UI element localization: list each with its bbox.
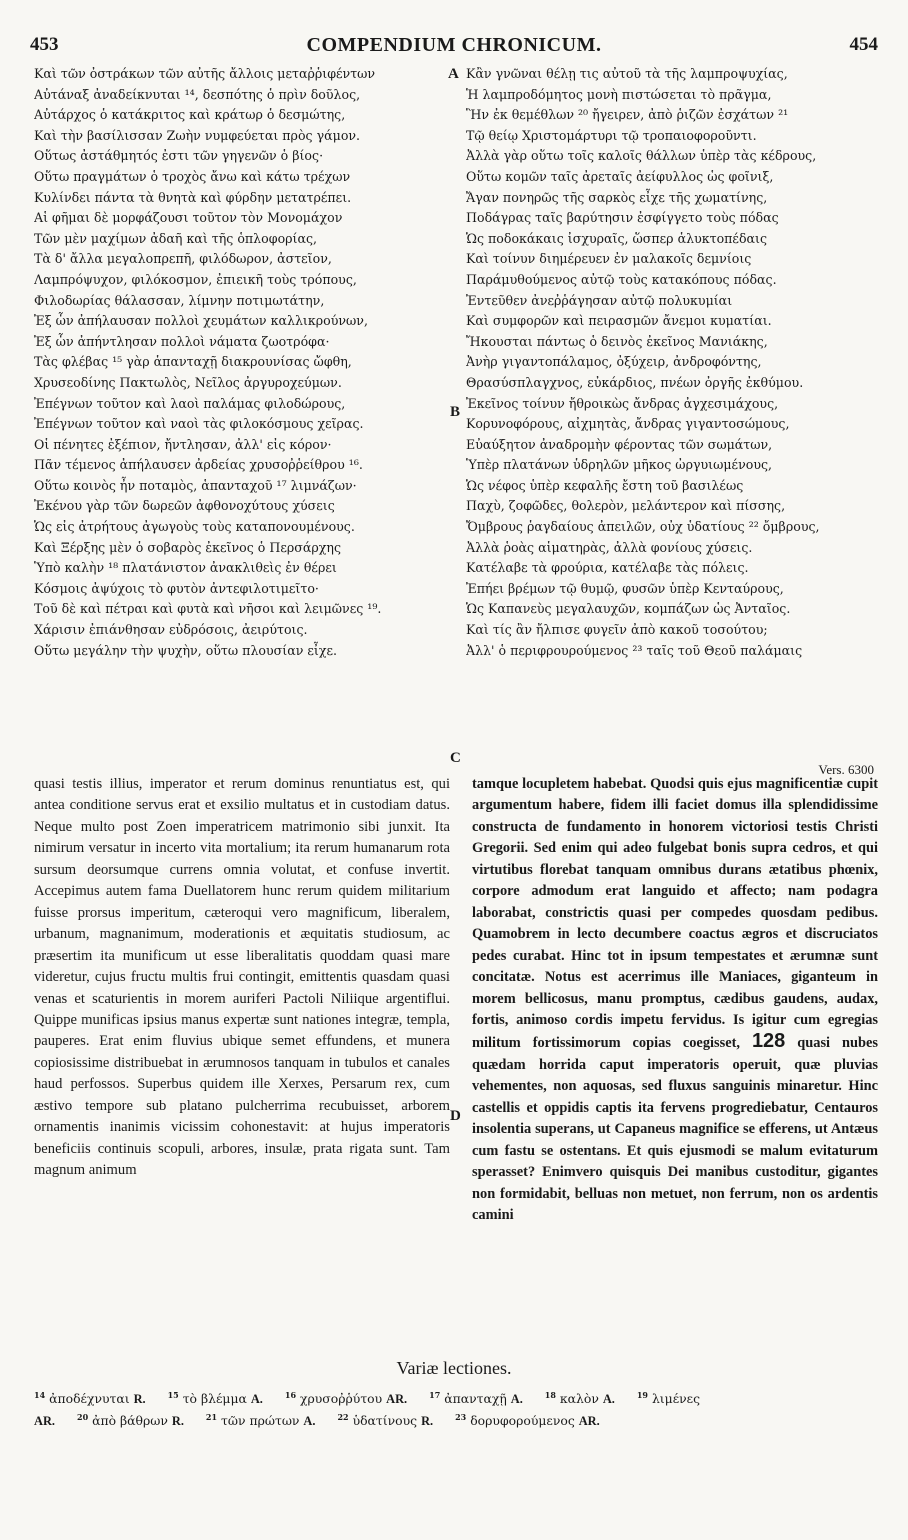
verse-line: Κυλίνδει πάντα τὰ θνητὰ καὶ φύρδην μετατρέπει. bbox=[34, 189, 352, 205]
verse-line: Ποδάγρας ταῖς βαρύτησιν ἐσφίγγετο τοὺς πόδας bbox=[466, 210, 779, 226]
verse-line: Ὑπὲρ πλατάνων ὑδρηλῶν μῆκος ὠργυιωμένους, bbox=[466, 457, 773, 473]
verse-line: Παχὺ, ζοφῶδες, θολερὸν, μελάντερον καὶ πίσσης, bbox=[466, 498, 786, 514]
note-number: 20 bbox=[77, 1412, 89, 1423]
verse-line: Τοῦ δὲ καὶ πέτραι καὶ φυτὰ καὶ νῆσοι καὶ λειμῶνες ¹⁹. bbox=[34, 601, 382, 617]
note-reading: λιμένες bbox=[651, 1391, 701, 1407]
note-reading: ὑδατίνους bbox=[352, 1413, 418, 1429]
verse-line: Ἀλλὰ γὰρ οὕτω τοῖς καλοῖς θάλλων ὑπὲρ τὰς κέδρους, bbox=[466, 148, 817, 164]
notes-row bbox=[34, 1408, 878, 1430]
note-reading: ἀπανταχῇ bbox=[444, 1391, 507, 1407]
verse-line: Ὡς νέφος ὑπὲρ κεφαλῆς ἔστη τοῦ βασιλέως bbox=[466, 477, 744, 493]
verse-line: Ἡ λαμπροδόμητος μονὴ πιστώσεται τὸ πρᾶγμα, bbox=[466, 86, 772, 102]
verse-line: Τῶν μὲν μαχίμων ἀδαῆ καὶ τῆς ὁπλοφορίας, bbox=[34, 230, 318, 246]
verse-line: Οὕτω κοινὸς ἦν ποταμὸς, ἁπανταχοῦ ¹⁷ λιμνάζων· bbox=[34, 477, 357, 493]
verse-line: Ἐντεῦθεν ἀνεῤῥάγησαν αὐτῷ πολυκυμίαι bbox=[466, 292, 733, 308]
variant-note bbox=[455, 1413, 600, 1428]
verse-line: Ἐπέγνων τοῦτον καὶ ναοὶ τὰς φιλοκόσμους χεῖρας. bbox=[34, 416, 364, 432]
verse-line: Εὐαύξητον ἀναδρομὴν φέροντας τῶν σωμάτων, bbox=[466, 436, 773, 452]
verse-line: Καὶ τὴν βασίλισσαν Ζωὴν νυμφεύεται πρὸς γάμον. bbox=[34, 127, 361, 143]
verse-line: Οὕτω μεγάλην τὴν ψυχὴν, οὕτω πλουσίαν εἶχε. bbox=[34, 642, 337, 658]
verse-line: Κἂν γνῶναι θέλῃ τις αὐτοῦ τὰ τῆς λαμπροψυχίας, bbox=[466, 66, 788, 81]
latin-translation-right bbox=[472, 774, 878, 1227]
note-manuscript: A. bbox=[303, 1414, 316, 1429]
note-manuscript: AR. bbox=[578, 1414, 600, 1429]
page-number-right: 454 bbox=[849, 34, 878, 55]
verse-line: Θρασύσπλαγχνος, εὐκάρδιος, πνέων ὀργῆς ἐκθύμου. bbox=[466, 374, 804, 390]
note-manuscript: R. bbox=[171, 1414, 184, 1429]
variant-note bbox=[337, 1413, 433, 1428]
greek-verse-column-right bbox=[466, 64, 876, 661]
note-number: 19 bbox=[636, 1390, 648, 1400]
note-number: 22 bbox=[337, 1412, 349, 1423]
variant-note bbox=[285, 1391, 407, 1406]
latin-translation-left bbox=[34, 774, 450, 1182]
verse-line: Καὶ Ξέρξης μὲν ὁ σοβαρὸς ἐκεῖνος ὁ Περσάρχης bbox=[34, 539, 341, 555]
running-header bbox=[30, 34, 878, 60]
note-manuscript: A. bbox=[250, 1392, 263, 1407]
variant-note bbox=[637, 1391, 700, 1406]
verse-line: Αἱ φῆμαι δὲ μορφάζουσι τοῦτον τὸν Μονομάχον bbox=[34, 210, 343, 226]
note-manuscript: AR. bbox=[386, 1392, 408, 1407]
verse-line: Ὄμβρους ῥαγδαίους ἀπειλῶν, οὐχ ὑδατίους ²² ὄμβρους, bbox=[466, 519, 820, 535]
note-number: 16 bbox=[284, 1390, 297, 1400]
verse-line: Οἱ πένητες ἐξέπιον, ἤντλησαν, ἀλλ' εἰς κόρον· bbox=[34, 436, 332, 452]
variant-note bbox=[545, 1391, 615, 1406]
verse-line: Ὡς Καπανεὺς μεγαλαυχῶν, κομπάζων ὡς Ἀνταῖος. bbox=[466, 601, 791, 617]
verse-line: Ὑπὸ καλὴν ¹⁸ πλατάνιστον ἀνακλιθεὶς ἐν θέρει bbox=[34, 560, 337, 576]
verse-line: Ἀλλὰ ῥοὰς αἱματηρὰς, ἀλλὰ φονίους χύσεις. bbox=[466, 539, 753, 555]
verse-line: Ἤκουσται πάντως ὁ δεινὸς ἐκεῖνος Μανιάκης, bbox=[466, 333, 768, 349]
note-reading: ἀποδέχνυται bbox=[49, 1391, 130, 1407]
verse-line: Οὕτω κομῶν ταῖς ἀρεταῖς ἀείφυλλος ὡς φοῖνιξ, bbox=[466, 168, 774, 184]
latin-text-right-part1: tamque locupletem habebat. Quodsi quis ejus magnificentiæ cupit argumentum habere, fidem illi faciet domus illa splendidissime constructa de fundamento in honorem victoriosi testis Christi Gregorii. Sed enim qui adeo fulgebat bonis supra cedros, et qui virtutibus florebat tanquam omnibus durans ætatibus phœnix, corpore admodum erat languido et affecto; nam podagra laborabat, constrictis quasi per compedes quosdam pedibus. Quamobrem in lecto decumbere coactus ægros et discruciatos pedes curabat. Hinc tot in ipsum tempestates et ærumnæ sunt concitatæ. Notus est acerrimus ille Maniaces, giganteum in morem bellicosus, manu promptus, cædibus gaudens, audax, fortis, animoso cordis impetu fervidus. Is igitur cum egregias militum fortissimorum copias coegisset, bbox=[472, 776, 878, 1052]
note-reading: χρυσοῤῥύτου bbox=[299, 1391, 383, 1407]
note-manuscript: R. bbox=[421, 1414, 434, 1429]
verse-line: Φιλοδωρίας θάλασσαν, λίμνην ποτιμωτάτην, bbox=[34, 292, 325, 308]
verse-line: Κόσμοις ἀψύχοις τὸ φυτὸν ἀντεφιλοτιμεῖτο· bbox=[34, 580, 319, 596]
verse-line: Ἣν ἐκ θεμέθλων ²⁰ ἤγειρεν, ἀπὸ ῥιζῶν ἐσχάτων ²¹ bbox=[466, 107, 789, 123]
note-reading: τῶν πρώτων bbox=[221, 1413, 300, 1429]
verse-line: Ἀλλ' ὁ περιφρουρούμενος ²³ ταῖς τοῦ Θεοῦ παλάμαις bbox=[466, 642, 803, 658]
verse-line: Κατέλαβε τὰ φρούρια, κατέλαβε τὰς πόλεις. bbox=[466, 560, 749, 576]
verse-line: Οὕτως ἀστάθμητός ἐστι τῶν γηγενῶν ὁ βίος· bbox=[34, 148, 324, 164]
latin-text-left: quasi testis illius, imperator et rerum dominus renuntiatus est, qui antea conditione servus erat et exsilio multatus et in custodiam datus. Neque multo post Zoen imperatricem matrimonio sibi junxit. Ita nimirum versatur in incerto vita mortalium; ita rerum humanarum rota sursum deorsumque currens omnia volutat, et confuse invertit. Accepimus autem fama Duellatorem hunc rerum quidem militarium fuisse prorsus imperitum, cæteroqui vero magnificum, liberalem, urbanum, magnanimum, moderationis et æquitatis studiosum, ac præsertim ita munificum ut esse liberalitatis quoddam quasi mare videretur, cujus fructu multis frui contingit, emittentis quasdam quasi venas et scaturientis in morem auriferi Pactoli Niliique argentiflui. Quippe munificas ipsius manus expertæ sunt nationes integræ, templa, pauperes. Erat enim fluvius ubique semet effundens, et munera copiosissime distribuebat in ærumnosos tanquam in tubulos et canales haud perfossos. Superbus quidem ille Xerxes, Persarum rex, cum æstivo tempore sub platano pulcherrima recubuisset, arborem ornamentis inanimis vicissim cohonestavit: at hujus imperatoris beneficiis continuis scopuli, arbores, insulæ, prata rigata sunt. Tam magnum animum bbox=[34, 776, 450, 1179]
note-number: 18 bbox=[544, 1390, 556, 1400]
note-number: 14 bbox=[34, 1390, 46, 1400]
verse-line: Τὰ δ' ἄλλα μεγαλοπρεπῆ, φιλόδωρον, ἀστεῖον, bbox=[34, 251, 332, 267]
section-marker-b: B bbox=[450, 404, 461, 420]
section-marker-c: C bbox=[450, 750, 461, 766]
latin-text-right-part2: quasi nubes quædam horrida caput imperatoris operuit, quæ pluvias vehementes, non aquosas, sed fluxus sanguinis minaretur. Hinc castellis et oppidis captis ita fervens progrediebatur, Centauros insolentia superans, ut Capaneus magnifice se efferens, ut Antæus cum fastu se ostentans. Et quis ejusmodi se malum evitaturum sperasset? Enimvero quisquis Dei manibus custoditur, gigantes non formidabit, belluas non metuet, non ferrum, non os ardentis camini bbox=[472, 1035, 878, 1224]
verse-line: Χρυσεοδίνης Πακτωλὸς, Νεῖλος ἀργυροχεύμων. bbox=[34, 374, 342, 390]
page-number-left: 453 bbox=[30, 34, 59, 55]
greek-verse-column-left bbox=[34, 64, 444, 661]
variae-lectiones-heading: Variæ lectiones. bbox=[396, 1358, 512, 1378]
verse-line: Ἐκένου γὰρ τῶν δωρεῶν ἀφθονοχύτους χύσεις bbox=[34, 498, 335, 514]
verse-line: Αὐτάρχος ὁ κατάκριτος καὶ κράτωρ ὁ δεσμώτης, bbox=[34, 107, 346, 123]
note-reading: τὸ βλέμμα bbox=[182, 1391, 247, 1407]
verse-line: Τὰς φλέβας ¹⁵ γὰρ ἁπανταχῇ διακρουνίσας ὤφθη, bbox=[34, 354, 352, 370]
note-number: 23 bbox=[455, 1412, 467, 1423]
page-title: COMPENDIUM CHRONICUM. bbox=[306, 34, 602, 56]
verse-line: Κορυνοφόρους, αἰχμητὰς, ἄνδρας γιγαντοσώμους, bbox=[466, 416, 790, 432]
verse-line: Καὶ τίς ἂν ἤλπισε φυγεῖν ἀπὸ κακοῦ τοσούτου; bbox=[466, 622, 768, 638]
verse-line: Ὡς εἰς ἀτρήτους ἀγωγοὺς τοὺς καταπονουμένους. bbox=[34, 519, 355, 535]
verse-line: Καὶ συμφορῶν καὶ πειρασμῶν ἄνεμοι κυματίαι. bbox=[466, 313, 772, 329]
verse-line: Καὶ τοίνυν διημέρευεν ἐν μαλακοῖς δεμνίοις bbox=[466, 251, 752, 267]
variant-readings bbox=[34, 1386, 878, 1430]
verse-line: Καὶ τῶν ὀστράκων τῶν αὐτῆς ἄλλοις μεταῤῥιφέντων bbox=[34, 66, 376, 81]
section-marker-d: D bbox=[450, 1108, 461, 1124]
verse-line: Ὡς ποδοκάκαις ἰσχυραῖς, ὥσπερ ἁλυκτοπέδαις bbox=[466, 230, 768, 246]
section-marker-a: A bbox=[448, 66, 459, 82]
note-reading: δορυφορούμενος bbox=[470, 1413, 575, 1429]
variant-note bbox=[206, 1413, 316, 1428]
note-manuscript: AR. bbox=[34, 1414, 55, 1429]
variant-note bbox=[429, 1391, 523, 1406]
note-number: 17 bbox=[429, 1390, 441, 1400]
verse-line: Ἀνὴρ γιγαντοπάλαμος, ὀξύχειρ, ἀνδροφόντης, bbox=[466, 354, 762, 370]
verse-line: Ἐπήει βρέμων τῷ θυμῷ, φυσῶν ὑπὲρ Κενταύρους, bbox=[466, 580, 784, 596]
note-reading: ἀπὸ βάθρων bbox=[92, 1413, 168, 1429]
variant-note bbox=[77, 1413, 184, 1428]
verse-line: Ἐπέγνων τοῦτον καὶ λαοὶ παλάμας φιλοδώρους, bbox=[34, 395, 346, 411]
verse-line: Ἐκεῖνος τοίνυν ἤθροικὼς ἄνδρας ἀγχεσιμάχους, bbox=[466, 395, 779, 411]
note-manuscript: A. bbox=[510, 1392, 523, 1407]
note-manuscript: R. bbox=[133, 1392, 146, 1407]
verse-line: Αὐτάναξ ἀναδείκνυται ¹⁴, δεσπότης ὁ πρὶν δοῦλος, bbox=[34, 86, 361, 102]
note-manuscript: A. bbox=[602, 1392, 615, 1407]
verse-line: Ἄγαν πονηρῶς τῆς σαρκὸς εἶχε τῆς χωματίνης, bbox=[466, 189, 768, 205]
verse-line: Τῷ θείῳ Χριστομάρτυρι τῷ τροπαιοφοροῦντι. bbox=[466, 127, 757, 143]
verse-line: Παράμυθούμενος αὐτῷ τοὺς κατακόπους πόδας. bbox=[466, 271, 777, 287]
verse-line: Λαμπρόψυχον, φιλόκοσμον, ἐπιεικῆ τοὺς τρόπους, bbox=[34, 271, 357, 287]
variant-note bbox=[34, 1391, 146, 1406]
note-number: 15 bbox=[167, 1390, 179, 1400]
column-number: 128 bbox=[751, 1030, 786, 1053]
verse-line: Οὕτω πραγμάτων ὁ τροχὸς ἄνω καὶ κάτω τρέχων bbox=[34, 168, 351, 184]
variant-note bbox=[34, 1413, 55, 1428]
verse-count: Vers. 6300 bbox=[818, 762, 874, 777]
verse-line: Πᾶν τέμενος ἀπήλαυσεν ἀρδείας χρυσοῤῥείθρου ¹⁶. bbox=[34, 457, 363, 473]
note-reading: καλὸν bbox=[559, 1391, 599, 1407]
variant-note bbox=[168, 1391, 263, 1406]
verse-line: Χάρισιν ἐπιάνθησαν εὐδρόσοις, ἀειρύτοις. bbox=[34, 622, 308, 638]
note-number: 21 bbox=[205, 1412, 218, 1423]
notes-row bbox=[34, 1386, 878, 1408]
verse-line: Ἐξ ὧν ἀπήντλησαν πολλοὶ νάματα ζωοτρόφα· bbox=[34, 333, 330, 349]
verse-line: Ἐξ ὧν ἀπήλαυσαν πολλοὶ χευμάτων καλλικρούνων, bbox=[34, 313, 368, 329]
